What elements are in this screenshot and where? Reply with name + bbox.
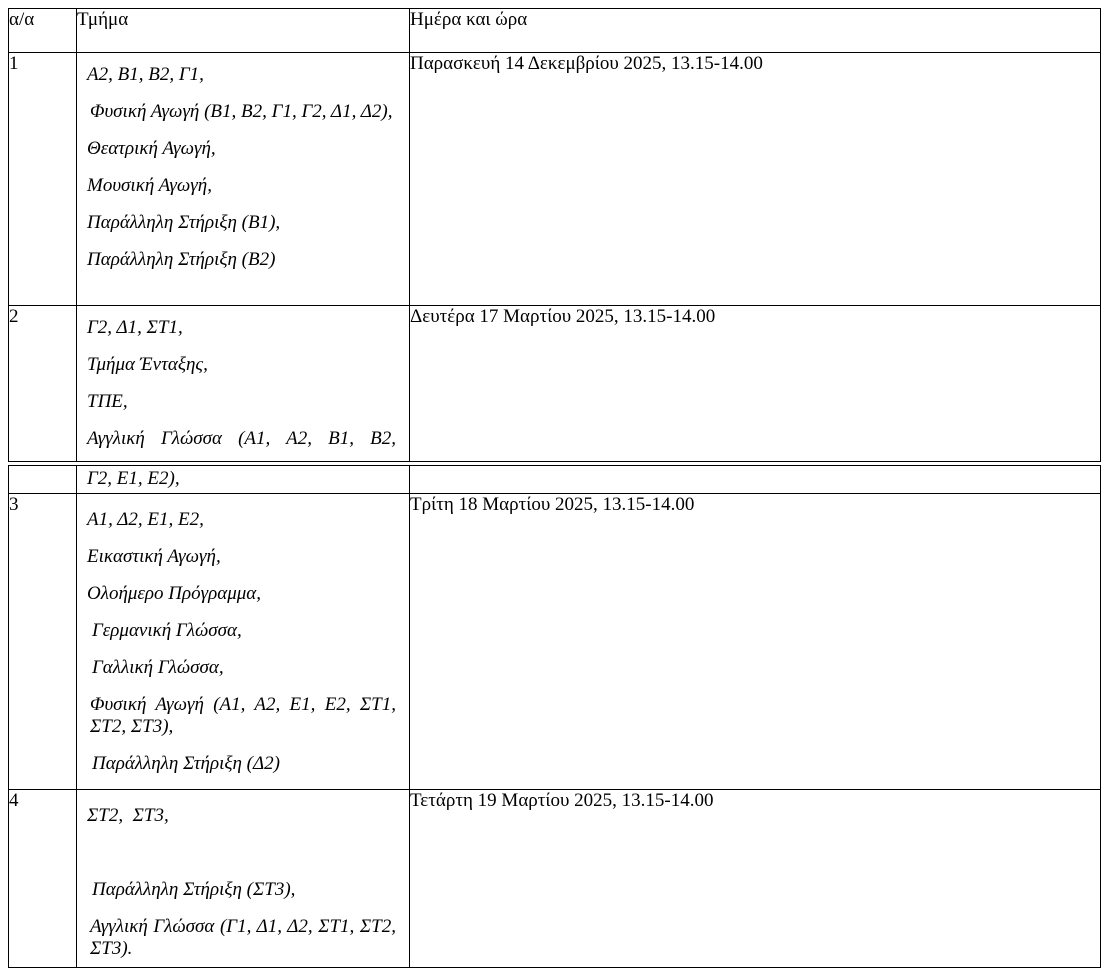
header-date: Ημέρα και ώρα bbox=[410, 9, 1101, 53]
schedule-table-part-2 bbox=[8, 465, 1101, 968]
sections-cell bbox=[77, 306, 410, 462]
section-item: Φυσική Αγωγή (Β1, Β2, Γ1, Γ2, Δ1, Δ2), bbox=[90, 101, 393, 122]
section-item: Μουσική Αγωγή, bbox=[87, 175, 212, 196]
section-item: Παράλληλη Στήριξη (ΣΤ3), bbox=[92, 879, 296, 900]
date-time-cell: Τρίτη 18 Μαρτίου 2025, 13.15-14.00 bbox=[410, 494, 1101, 790]
sections-cell bbox=[77, 53, 410, 306]
sections-cell bbox=[77, 466, 410, 494]
section-item: Αγγλική Γλώσσα (Γ1, Δ1, Δ2, ΣΤ1, ΣΤ2, ΣΤ3). bbox=[90, 916, 396, 959]
row-number: 3 bbox=[9, 494, 77, 790]
table-row-continuation bbox=[9, 466, 1101, 494]
table-row bbox=[9, 494, 1101, 790]
row-number: 1 bbox=[9, 53, 77, 306]
table-row bbox=[9, 53, 1101, 306]
section-item: Θεατρική Αγωγή, bbox=[87, 138, 216, 159]
section-item: ΤΠΕ, bbox=[87, 391, 128, 412]
section-item: Ολοήμερο Πρόγραμμα, bbox=[87, 583, 261, 604]
date-time-cell: Παρασκευή 14 Δεκεμβρίου 2025, 13.15-14.00 bbox=[410, 53, 1101, 306]
section-item: Παράλληλη Στήριξη (Δ2) bbox=[92, 753, 280, 774]
sections-cell bbox=[77, 790, 410, 968]
section-item: Φυσική Αγωγή (Α1, Α2, Ε1, Ε2, ΣΤ1, ΣΤ2, ΣΤ3), bbox=[90, 694, 396, 737]
date-time-cell: Δευτέρα 17 Μαρτίου 2025, 13.15-14.00 bbox=[410, 306, 1101, 462]
table-row bbox=[9, 306, 1101, 462]
table-header-row bbox=[9, 9, 1101, 53]
section-item: Γαλλική Γλώσσα, bbox=[92, 657, 224, 678]
section-item: Γερμανική Γλώσσα, bbox=[92, 620, 242, 641]
section-item: Εικαστική Αγωγή, bbox=[87, 546, 221, 567]
section-item: Αγγλική Γλώσσα (Α1, Α2, Β1, Β2, bbox=[87, 428, 396, 449]
sections-cell bbox=[77, 494, 410, 790]
section-item: Γ2, Ε1, Ε2), bbox=[87, 468, 180, 489]
section-item: Παράλληλη Στήριξη (Β1), bbox=[87, 212, 281, 233]
date-time-cell: Τετάρτη 19 Μαρτίου 2025, 13.15-14.00 bbox=[410, 790, 1101, 968]
row-number: 4 bbox=[9, 790, 77, 968]
section-item: Α2, Β1, Β2, Γ1, bbox=[87, 64, 204, 85]
header-tmima: Τμήμα bbox=[77, 9, 410, 53]
section-item: Α1, Δ2, Ε1, Ε2, bbox=[87, 509, 204, 530]
header-aa: α/α bbox=[9, 9, 77, 53]
row-number: 2 bbox=[9, 306, 77, 462]
section-item: Τμήμα Ένταξης, bbox=[87, 354, 208, 375]
schedule-table-part-1 bbox=[8, 8, 1101, 462]
section-item: ΣΤ2, ΣΤ3, bbox=[87, 805, 169, 826]
section-item: Γ2, Δ1, ΣΤ1, bbox=[87, 317, 183, 338]
table-row bbox=[9, 790, 1101, 968]
section-item: Παράλληλη Στήριξη (Β2) bbox=[87, 249, 276, 270]
date-time-cell-empty bbox=[410, 466, 1101, 494]
row-number-empty bbox=[9, 466, 77, 494]
